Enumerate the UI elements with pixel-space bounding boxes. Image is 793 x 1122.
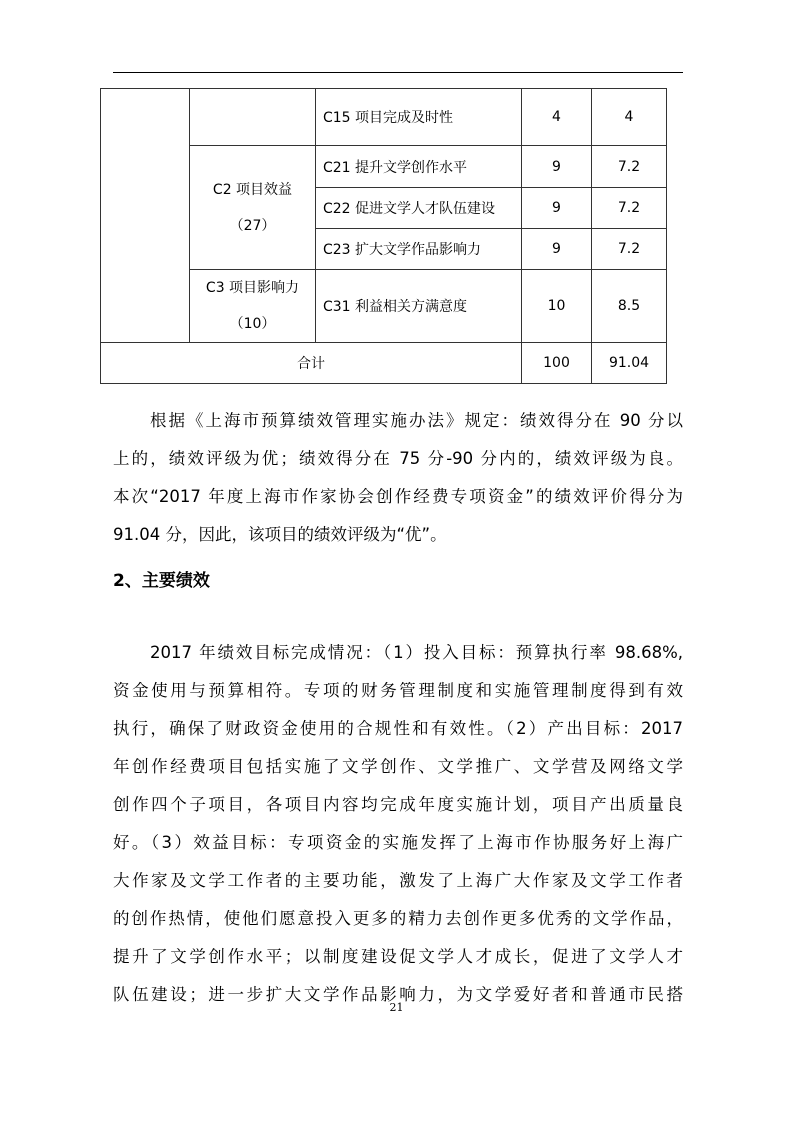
weight-cell: 9 bbox=[522, 188, 592, 229]
score-cell: 4 bbox=[592, 89, 667, 146]
category-label: C3 项目影响力 bbox=[205, 280, 300, 296]
paragraph-line: 提升了文学创作水平；以制度建设促文学人才成长，促进了文学人才 bbox=[113, 947, 683, 966]
paragraph-line: 大作家及文学工作者的主要功能，激发了上海广大作家及文学工作者 bbox=[113, 871, 683, 890]
header-rule bbox=[113, 72, 683, 73]
category-label: C2 项目效益 bbox=[212, 181, 293, 198]
score-cell: 7.2 bbox=[592, 146, 667, 188]
paragraph-line: 上的，绩效评级为优；绩效得分在 75 分-90 分内的，绩效评级为良。 bbox=[113, 449, 683, 468]
score-table bbox=[100, 88, 667, 384]
score-cell: 7.2 bbox=[592, 188, 667, 229]
indicator-cell: C21 提升文学创作水平 bbox=[316, 146, 522, 188]
paragraph-line: 91.04 分，因此，该项目的绩效评级为“优”。 bbox=[113, 525, 447, 544]
paragraph-line: 的创作热情，使他们愿意投入更多的精力去创作更多优秀的文学作品， bbox=[113, 909, 683, 928]
category-cell bbox=[190, 146, 316, 270]
table-cell bbox=[101, 89, 190, 343]
weight-cell: 10 bbox=[522, 270, 592, 343]
total-label: 合计 bbox=[101, 343, 522, 384]
total-score: 91.04 bbox=[592, 343, 667, 384]
indicator-cell: C22 促进文学人才队伍建设 bbox=[316, 188, 522, 229]
paragraph-line: 2017 年绩效目标完成情况：（1）投入目标：预算执行率 98.68%, bbox=[150, 643, 683, 662]
paragraph-line: 资金使用与预算相符。专项的财务管理制度和实施管理制度得到有效 bbox=[113, 681, 683, 700]
section-heading: 2、主要绩效 bbox=[113, 571, 210, 591]
paragraph-line: 创作四个子项目，各项目内容均完成年度实施计划，项目产出质量良 bbox=[113, 795, 683, 814]
category-weight: （10） bbox=[229, 316, 276, 332]
indicator-cell: C23 扩大文学作品影响力 bbox=[316, 229, 522, 270]
paragraph-line: 本次“2017 年度上海市作家协会创作经费专项资金”的绩效评价得分为 bbox=[113, 487, 683, 506]
page-number: 21 bbox=[389, 1001, 404, 1014]
paragraph-line: 根据《上海市预算绩效管理实施办法》规定：绩效得分在 90 分以 bbox=[150, 411, 683, 430]
weight-cell: 9 bbox=[522, 146, 592, 188]
indicator-cell: C31 利益相关方满意度 bbox=[316, 270, 522, 343]
score-cell: 7.2 bbox=[592, 229, 667, 270]
weight-cell: 4 bbox=[522, 89, 592, 146]
paragraph-line: 年创作经费项目包括实施了文学创作、文学推广、文学营及网络文学 bbox=[113, 757, 683, 776]
paragraph-line: 好。（3）效益目标：专项资金的实施发挥了上海市作协服务好上海广 bbox=[113, 833, 683, 852]
paragraph-line: 执行，确保了财政资金使用的合规性和有效性。（2）产出目标：2017 bbox=[113, 719, 683, 738]
category-weight: （27） bbox=[229, 217, 276, 234]
table-cell bbox=[190, 89, 316, 146]
category-cell bbox=[190, 270, 316, 343]
total-row bbox=[101, 343, 667, 384]
score-cell: 8.5 bbox=[592, 270, 667, 343]
total-weight: 100 bbox=[522, 343, 592, 384]
weight-cell: 9 bbox=[522, 229, 592, 270]
paragraph-line: 队伍建设；进一步扩大文学作品影响力，为文学爱好者和普通市民搭 bbox=[113, 985, 683, 1004]
indicator-cell: C15 项目完成及时性 bbox=[316, 89, 522, 146]
table-row bbox=[101, 89, 667, 146]
